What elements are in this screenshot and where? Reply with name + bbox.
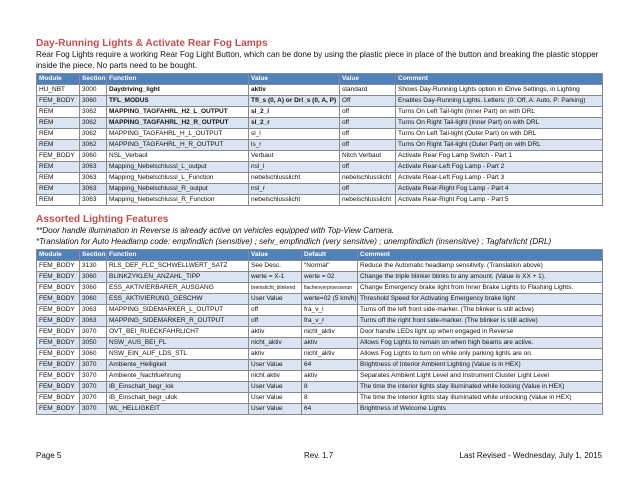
table-cell: 3062 <box>80 107 107 118</box>
table-cell: Turns On Left Tail-light (Inner Part) on with DRL <box>396 107 603 118</box>
table-cell: Door handle LEDs light up when engaged in Reverse <box>358 327 603 338</box>
table-cell: MAPPING_SIDEMARKER_R_OUTPUT <box>107 316 249 327</box>
table-cell: User Value <box>249 360 302 371</box>
table-row <box>37 272 603 283</box>
table-cell: Activate Rear-Left Fog Lamp - Part 3 <box>396 173 603 184</box>
table-row <box>37 360 603 371</box>
table-cell: 3063 <box>80 184 107 195</box>
page-content <box>36 38 602 415</box>
table-cell: NSL_Verbaut <box>107 151 249 162</box>
table-header-row <box>37 74 603 85</box>
table-cell: 3060 <box>80 294 107 305</box>
table-cell: User Value <box>249 294 302 305</box>
table-row <box>37 338 603 349</box>
table-cell: 3062 <box>80 129 107 140</box>
column-header: Value <box>249 250 302 261</box>
table-cell: FEM_BODY <box>37 294 80 305</box>
table-cell: fra_v_l <box>302 305 358 316</box>
table-cell: FEM_BODY <box>37 393 80 404</box>
table-cell: 3000 <box>80 85 107 96</box>
column-header: Value <box>340 74 396 85</box>
table-cell: REM <box>37 162 80 173</box>
table-cell: sl_2_l <box>249 107 340 118</box>
table-cell: NSW_EIN_AUF_LDS_STL <box>107 349 249 360</box>
table-cell: FEM_BODY <box>37 382 80 393</box>
table-cell: REM <box>37 184 80 195</box>
table-cell: FEM_BODY <box>37 283 80 294</box>
table-cell: Daydriving_light <box>107 85 249 96</box>
table-cell: FEM_BODY <box>37 272 80 283</box>
table-row <box>37 371 603 382</box>
table-cell: Separates Ambient Light Level and Instrument Cluster Light Level <box>358 371 603 382</box>
table-cell: FEM_BODY <box>37 96 80 107</box>
table-cell: aktiv <box>302 371 358 382</box>
table-cell: Reduce the Automatic headlamp sensitivity. (Translation above) <box>358 261 603 272</box>
table-cell: HU_NBT <box>37 85 80 96</box>
table-cell: off <box>249 316 302 327</box>
table-cell: 3050 <box>80 338 107 349</box>
section1-heading: Day-Running Lights & Activate Rear Fog Lamps <box>36 38 268 49</box>
column-header: Section <box>80 250 107 261</box>
table-cell: Threshold Speed for Activating Emergency brake light <box>358 294 603 305</box>
table-cell: REM <box>37 107 80 118</box>
table-cell: nsl_l <box>249 162 340 173</box>
last-revised: Last Revised - Wednesday, July 1, 2015 <box>459 451 602 460</box>
table-cell: Tfl_s (0, A) or Drl_s (0, A, P) <box>249 96 340 107</box>
table-row <box>37 404 603 415</box>
table-row <box>37 327 603 338</box>
table-cell: aktiv <box>302 338 358 349</box>
table-cell: FEM_BODY <box>37 404 80 415</box>
table-row <box>37 316 603 327</box>
table-cell: nicht_aktiv <box>302 327 358 338</box>
column-header: Value <box>249 74 340 85</box>
table-cell: REM <box>37 129 80 140</box>
table-cell: MAPPING_TAGFAHRL_H_R_OUTPUT <box>107 140 249 151</box>
table-cell: Mapping_Nebelschlussl_L_output <box>107 162 249 173</box>
table-header-row <box>37 250 603 261</box>
table-cell: Turns off the right front side-marker. (The blinker is still active) <box>358 316 603 327</box>
column-header: Module <box>37 74 80 85</box>
table-cell: werte = 02 <box>302 272 358 283</box>
table-cell: nebelschlusslicht <box>249 195 340 206</box>
table-cell: REM <box>37 173 80 184</box>
table-cell: 3063 <box>80 195 107 206</box>
table-cell: FEM_BODY <box>37 338 80 349</box>
table-cell: Allows Fog Lights to turn on while only parking lights are on. <box>358 349 603 360</box>
table-row <box>37 261 603 272</box>
table-row <box>37 195 603 206</box>
table-cell: 3063 <box>80 316 107 327</box>
table-cell: ESS_AKTIVIERBARER_AUSGANG <box>107 283 249 294</box>
table-cell: Nitch Verbaut <box>340 151 396 162</box>
table-cell: off <box>340 107 396 118</box>
table-row <box>37 129 603 140</box>
table-row <box>37 162 603 173</box>
table-cell: WL_HELLIGKEIT <box>107 404 249 415</box>
table-cell: 3060 <box>80 272 107 283</box>
table-cell: BLINKZYKLEN_ANZAHL_TIPP <box>107 272 249 283</box>
table-cell: nebelschlusslicht <box>340 195 396 206</box>
table-cell: off <box>340 162 396 173</box>
table-cell: 64 <box>302 360 358 371</box>
table-cell: FEM_BODY <box>37 305 80 316</box>
table-cell: 3062 <box>80 140 107 151</box>
table-cell: werte = X-1 <box>249 272 302 283</box>
table-cell: REM <box>37 118 80 129</box>
table-cell: Off <box>340 96 396 107</box>
column-header: Function <box>107 250 249 261</box>
table-cell: Change the triple blinker blinks to any amount. (Value is XX + 1). <box>358 272 603 283</box>
table-cell: Ambiente_Nachfuehrung <box>107 371 249 382</box>
table-cell: The time the interior lights stay illuminated while locking (Value in HEX) <box>358 382 603 393</box>
table-cell: Ambiente_Helligkeit <box>107 360 249 371</box>
table-cell: FEM_BODY <box>37 371 80 382</box>
column-header: Default <box>302 250 358 261</box>
table-cell: Change Emergency brake light from Inner Brake Lights to Flashing Lights. <box>358 283 603 294</box>
table-row <box>37 151 603 162</box>
table-cell: Mapping_Nebelschlussl_L_Function <box>107 173 249 184</box>
table-cell: NSW_AUS_BEI_FL <box>107 338 249 349</box>
table-cell: TFL_MODUS <box>107 96 249 107</box>
table-cell: nicht_aktiv <box>302 349 358 360</box>
table-row <box>37 283 603 294</box>
table-cell: Mapping_Nebelschlussl_R_output <box>107 184 249 195</box>
table-cell: Turns On Right Tail-light (Outer Part) on with DRL <box>396 140 603 151</box>
table-cell: 3060 <box>80 96 107 107</box>
table-cell: 3070 <box>80 404 107 415</box>
table-cell: FEM_BODY <box>37 316 80 327</box>
table-cell: werte=02 (5 km/h) <box>302 294 358 305</box>
table-cell: 3063 <box>80 173 107 184</box>
table-cell: fra_v_r <box>302 316 358 327</box>
table-cell: MAPPING_SIDEMARKER_L_OUTPUT <box>107 305 249 316</box>
table-cell: 8 <box>302 393 358 404</box>
table-cell: off <box>340 118 396 129</box>
table-cell: 3060 <box>80 151 107 162</box>
table-cell: nicht_aktiv <box>249 338 302 349</box>
table-cell: User Value <box>249 404 302 415</box>
table-cell: FEM_BODY <box>37 261 80 272</box>
table-cell: MAPPING_TAGFAHRL_H2_R_OUTPUT <box>107 118 249 129</box>
table-cell: 3070 <box>80 371 107 382</box>
table-cell: nebelschlusslicht <box>249 173 340 184</box>
table-cell: 3070 <box>80 382 107 393</box>
table-cell: Allows Fog Lights to remain on when high beams are active. <box>358 338 603 349</box>
column-header: Function <box>107 74 249 85</box>
column-header: Comment <box>358 250 603 261</box>
table-cell: 3060 <box>80 349 107 360</box>
section2-heading: Assorted Lighting Features <box>36 214 169 226</box>
column-header: Section <box>80 74 107 85</box>
page-number: Page 5 <box>36 451 62 460</box>
table-cell: See Desc. <box>249 261 302 272</box>
section2-note-reverse: **Door handle illumination in Reverse is already active on vehicles equipped with Top-View Camera. <box>36 226 395 236</box>
table-cell: MAPPING_TAGFAHRL_H_L_OUTPUT <box>107 129 249 140</box>
table-cell: MAPPING_TAGFAHRL_H2_L_OUTPUT <box>107 107 249 118</box>
table-cell: 3070 <box>80 327 107 338</box>
table-cell: aktiv <box>249 327 302 338</box>
table-cell: FEM_BODY <box>37 327 80 338</box>
table-cell: Enables Day-Running Lights. Letters: (0: Off, A: Auto, P: Parking) <box>396 96 603 107</box>
table-cell: FEM_BODY <box>37 349 80 360</box>
table-cell: REM <box>37 140 80 151</box>
table-row <box>37 173 603 184</box>
column-header: Module <box>37 250 80 261</box>
section1-intro: Rear Fog Lights require a working Rear Fog Light Button, which can be done by using the plastic piece in place of the button and breaking the plastic stopper inside the piece. No parts need to be bought. <box>36 50 599 70</box>
table-cell: ESS_AKTIVIERUNG_GESCHW <box>107 294 249 305</box>
table-cell: 3060 <box>80 283 107 294</box>
table-cell: 3130 <box>80 261 107 272</box>
column-header: Comment <box>396 74 603 85</box>
day-running-lights-table <box>36 73 603 206</box>
table-cell: Activate Rear-Right Fog Lamp - Part 4 <box>396 184 603 195</box>
table-cell: aktiv <box>249 85 340 96</box>
table-cell: Brightness of Welcome Lights <box>358 404 603 415</box>
table-cell: ls_r <box>249 140 340 151</box>
table-cell: aktiv <box>249 349 302 360</box>
table-row <box>37 184 603 195</box>
table-row <box>37 382 603 393</box>
table-cell: Mapping_Nebelschlussl_R_Function <box>107 195 249 206</box>
table-cell: Turns On Right Tail-light (Inner Part) on with DRL <box>396 118 603 129</box>
table-row <box>37 140 603 151</box>
table-cell: 3070 <box>80 393 107 404</box>
table-cell: Turns On Left Tail-light (Outer Part) on with DRL <box>396 129 603 140</box>
table-row <box>37 85 603 96</box>
table-cell: Activate Rear-Right Fog Lamp - Part 5 <box>396 195 603 206</box>
table-cell: Turns off the left front side-marker. (The blinker is still active) <box>358 305 603 316</box>
table-cell: Activate Rear-Left Fog Lamp - Part 2 <box>396 162 603 173</box>
table-cell: FEM_BODY <box>37 151 80 162</box>
table-row <box>37 96 603 107</box>
table-cell: off <box>340 129 396 140</box>
table-cell: bremslicht_blinkend <box>249 283 302 294</box>
table-cell: OVT_BEI_RUECKFAHRLICHT <box>107 327 249 338</box>
table-cell: nebelschlusslicht <box>340 173 396 184</box>
table-cell: sl_l <box>249 129 340 140</box>
page-footer <box>36 451 602 462</box>
table-row <box>37 107 603 118</box>
table-cell: nicht aktiv <box>249 371 302 382</box>
table-cell: nsl_r <box>249 184 340 195</box>
section2-note-translation: *Translation for Auto Headlamp code: empfindlich (sensitive) ; sehr_empfindlich (very sensitive) ; unempfindlich (insensitive) ; Tagfahrlicht (DRL) <box>36 236 552 246</box>
table-cell: 8 <box>302 382 358 393</box>
table-cell: off <box>249 305 302 316</box>
table-cell: 3063 <box>80 305 107 316</box>
table-cell: Activate Rear Fog Lamp Switch - Part 1 <box>396 151 603 162</box>
table-cell: "Normal" <box>302 261 358 272</box>
table-cell: Verbaut <box>249 151 340 162</box>
assorted-lighting-table <box>36 249 603 415</box>
table-cell: Brightness of Interior Ambient Lighting (Value is in HEX) <box>358 360 603 371</box>
table-row <box>37 349 603 360</box>
table-row <box>37 118 603 129</box>
table-cell: The time the interior lights stay illuminated while unlocking (Value in HEX) <box>358 393 603 404</box>
table-cell: User Value <box>249 393 302 404</box>
table-cell: flachenverproesserun <box>302 283 358 294</box>
table-cell: 64 <box>302 404 358 415</box>
table-cell: IB_Einschalt_begr_ulok <box>107 393 249 404</box>
table-cell: RLS_DEF_FLC_SCHWELLWERT_SATZ <box>107 261 249 272</box>
table-cell: REM <box>37 195 80 206</box>
table-cell: 3070 <box>80 360 107 371</box>
table-cell: off <box>340 140 396 151</box>
table-row <box>37 393 603 404</box>
table-cell: IB_Einschalt_begr_lok <box>107 382 249 393</box>
table-cell: standard <box>340 85 396 96</box>
table-cell: sl_2_r <box>249 118 340 129</box>
table-cell: Shows Day-Running Lights option in iDrive Settings, in Lighting <box>396 85 603 96</box>
table-row <box>37 305 603 316</box>
table-cell: User Value <box>249 382 302 393</box>
table-cell: 3063 <box>80 162 107 173</box>
table-row <box>37 294 603 305</box>
table-cell: off <box>340 184 396 195</box>
revision: Rev. 1.7 <box>304 451 334 460</box>
table-cell: 3062 <box>80 118 107 129</box>
table-cell: FEM_BODY <box>37 360 80 371</box>
